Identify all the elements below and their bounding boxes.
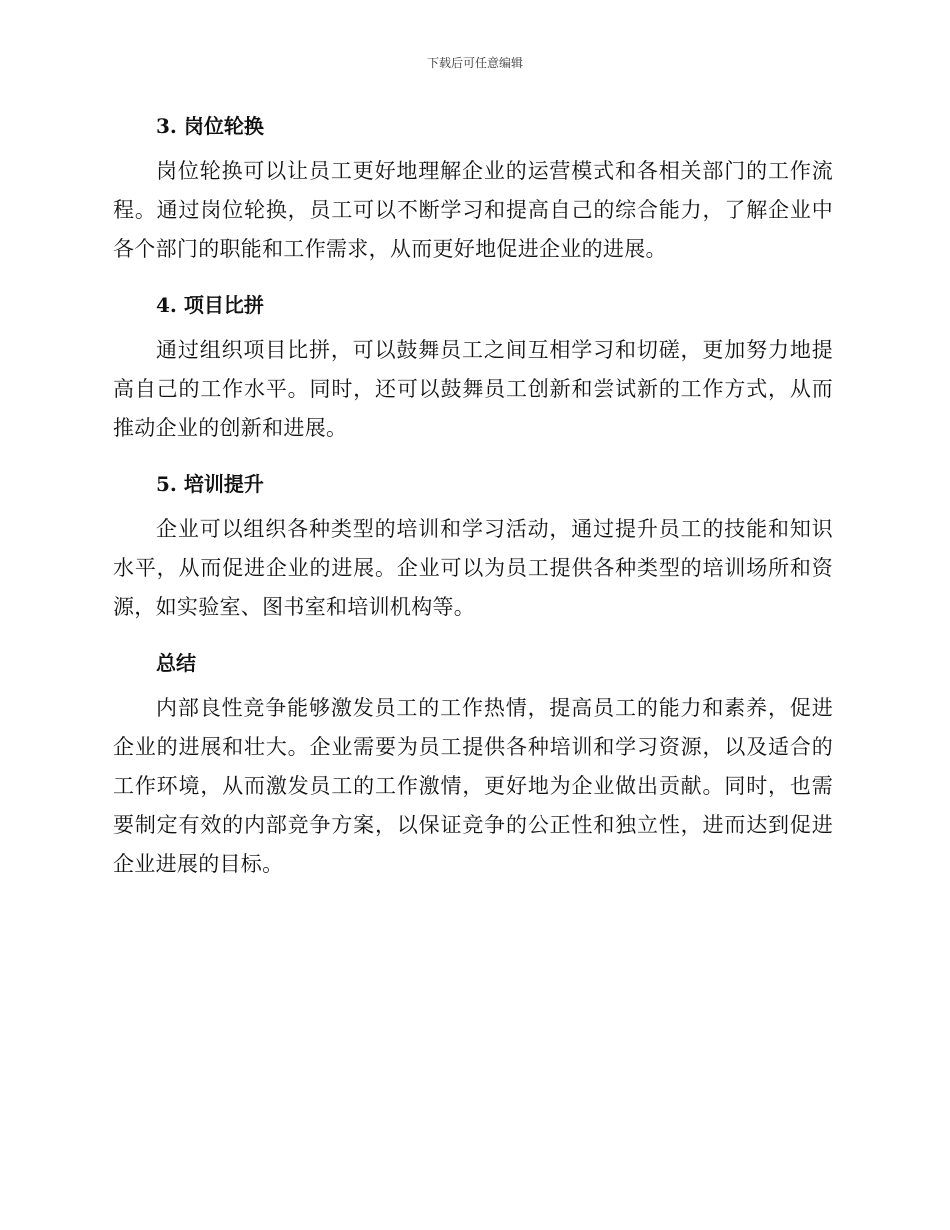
section-paragraph: 内部良性竞争能够激发员工的工作热情，提高员工的能力和素养，促进企业的进展和壮大。企业需要为员工提供各种培训和学习资源，以及适合的工作环境，从而激发员工的工作激情，更好地为企业做出贡献。同时，也需要制定有效的内部竞争方案，以保证竞争的公正性和独立性，进而达到促进企业进展的目标。 [113, 696, 833, 876]
section-job-rotation [113, 108, 833, 269]
section-project-competition [113, 287, 833, 448]
section-paragraph: 企业可以组织各种类型的培训和学习活动，通过提升员工的技能和知识水平，从而促进企业的进展。企业可以为员工提供各种类型的培训场所和资源，如实验室、图书室和培训机构等。 [113, 517, 833, 619]
section-heading: 3. 岗位轮换 [156, 114, 264, 138]
page-header-note: 下载后可任意编辑 [426, 56, 523, 70]
section-paragraph: 通过组织项目比拼，可以鼓舞员工之间互相学习和切磋，更加努力地提高自己的工作水平。同时，还可以鼓舞员工创新和尝试新的工作方式，从而推动企业的创新和进展。 [113, 338, 833, 440]
section-heading: 4. 项目比拼 [156, 293, 264, 317]
section-heading: 总结 [156, 651, 196, 675]
section-paragraph: 岗位轮换可以让员工更好地理解企业的运营模式和各相关部门的工作流程。通过岗位轮换，员工可以不断学习和提高自己的综合能力，了解企业中各个部门的职能和工作需求，从而更好地促进企业的进展。 [113, 159, 833, 261]
section-summary [113, 645, 833, 884]
document-body [113, 108, 833, 902]
section-heading: 5. 培训提升 [156, 472, 264, 496]
section-training [113, 466, 833, 627]
